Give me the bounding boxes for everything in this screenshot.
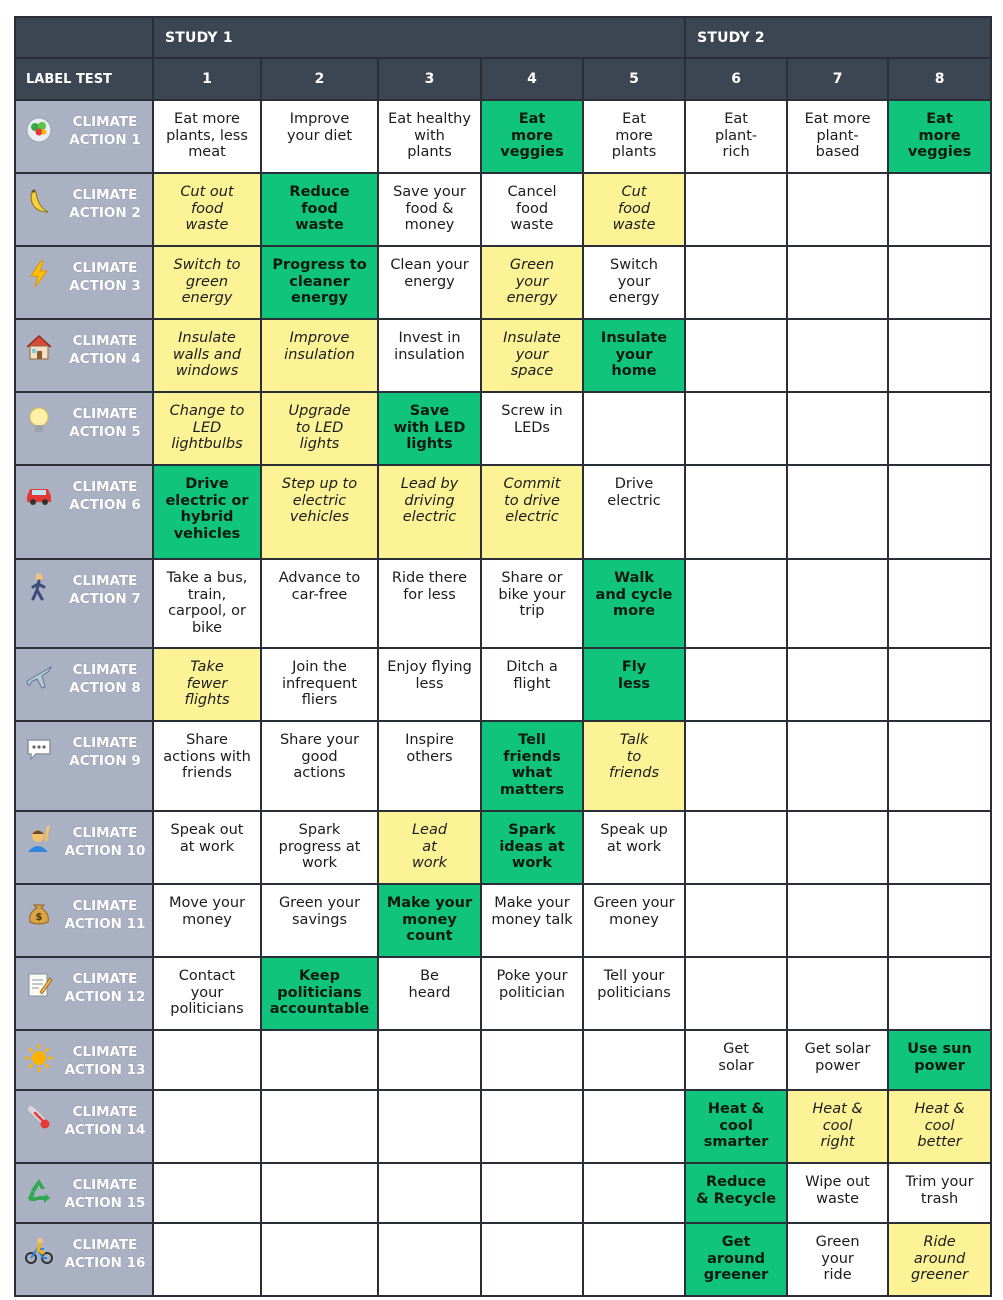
climate-action-label-text: CLIMATE ACTION 16 bbox=[64, 1237, 146, 1271]
label-cell: Eat more veggies bbox=[481, 100, 583, 173]
label-cell: Make your money talk bbox=[481, 884, 583, 957]
climate-action-label-text: CLIMATE ACTION 9 bbox=[69, 735, 141, 769]
empty-cell bbox=[888, 721, 991, 811]
empty-cell bbox=[888, 319, 991, 392]
empty-cell bbox=[583, 1030, 685, 1090]
empty-cell bbox=[787, 392, 888, 465]
climate-action-label bbox=[15, 721, 153, 811]
label-cell: Cancel food waste bbox=[481, 173, 583, 246]
label-cell: Enjoy flying less bbox=[378, 648, 481, 721]
empty-cell bbox=[153, 1030, 261, 1090]
label-cell: Ditch a flight bbox=[481, 648, 583, 721]
empty-cell bbox=[888, 884, 991, 957]
label-cell: Spark ideas at work bbox=[481, 811, 583, 884]
label-cell: Share actions with friends bbox=[153, 721, 261, 811]
label-cell: Progress to cleaner energy bbox=[261, 246, 378, 319]
label-cell: Lead at work bbox=[378, 811, 481, 884]
label-cell: Tell friends what matters bbox=[481, 721, 583, 811]
empty-cell bbox=[888, 957, 991, 1030]
climate-action-label-text: CLIMATE ACTION 12 bbox=[64, 971, 146, 1005]
sun-icon bbox=[23, 1042, 55, 1074]
empty-cell bbox=[787, 465, 888, 559]
column-number: 4 bbox=[481, 58, 583, 100]
label-cell: Green your energy bbox=[481, 246, 583, 319]
label-cell: Green your money bbox=[583, 884, 685, 957]
table-row bbox=[15, 811, 991, 884]
label-cell: Speak up at work bbox=[583, 811, 685, 884]
table-row bbox=[15, 1090, 991, 1163]
climate-action-label-text: CLIMATE ACTION 1 bbox=[69, 114, 141, 148]
empty-cell bbox=[888, 811, 991, 884]
person-raising-hand-icon bbox=[23, 823, 55, 855]
label-cell: Insulate your space bbox=[481, 319, 583, 392]
label-cell: Eat more plant- based bbox=[787, 100, 888, 173]
climate-action-label-text: CLIMATE ACTION 5 bbox=[69, 406, 141, 440]
table-row bbox=[15, 246, 991, 319]
cyclist-icon bbox=[23, 1235, 55, 1267]
label-cell: Get around greener bbox=[685, 1223, 787, 1296]
label-test-header: LABEL TEST bbox=[15, 58, 153, 100]
climate-action-label bbox=[15, 1030, 153, 1090]
label-cell: Save with LED lights bbox=[378, 392, 481, 465]
climate-action-label-text: CLIMATE ACTION 14 bbox=[64, 1104, 146, 1138]
label-cell: Switch your energy bbox=[583, 246, 685, 319]
study-1-header: STUDY 1 bbox=[153, 17, 685, 58]
label-cell: Eat plant- rich bbox=[685, 100, 787, 173]
empty-cell bbox=[888, 559, 991, 648]
table-row bbox=[15, 884, 991, 957]
empty-cell bbox=[583, 1090, 685, 1163]
label-cell: Poke your politician bbox=[481, 957, 583, 1030]
climate-action-label bbox=[15, 811, 153, 884]
label-cell: Heat & cool better bbox=[888, 1090, 991, 1163]
label-cell: Make your money count bbox=[378, 884, 481, 957]
label-cell: Eat healthy with plants bbox=[378, 100, 481, 173]
climate-action-label bbox=[15, 246, 153, 319]
label-cell: Inspire others bbox=[378, 721, 481, 811]
label-cell: Share your good actions bbox=[261, 721, 378, 811]
label-cell: Heat & cool right bbox=[787, 1090, 888, 1163]
header-corner bbox=[15, 17, 153, 58]
label-cell: Join the infrequent fliers bbox=[261, 648, 378, 721]
label-cell: Reduce food waste bbox=[261, 173, 378, 246]
empty-cell bbox=[888, 648, 991, 721]
empty-cell bbox=[481, 1163, 583, 1223]
label-cell: Reduce & Recycle bbox=[685, 1163, 787, 1223]
empty-cell bbox=[685, 319, 787, 392]
empty-cell bbox=[153, 1090, 261, 1163]
label-cell: Tell your politicians bbox=[583, 957, 685, 1030]
empty-cell bbox=[685, 173, 787, 246]
label-cell: Take a bus, train, carpool, or bike bbox=[153, 559, 261, 648]
empty-cell bbox=[378, 1030, 481, 1090]
label-cell: Eat more veggies bbox=[888, 100, 991, 173]
empty-cell bbox=[583, 1163, 685, 1223]
label-cell: Be heard bbox=[378, 957, 481, 1030]
label-cell: Drive electric or hybrid vehicles bbox=[153, 465, 261, 559]
empty-cell bbox=[153, 1163, 261, 1223]
climate-action-label-text: CLIMATE ACTION 13 bbox=[64, 1044, 146, 1078]
empty-cell bbox=[685, 957, 787, 1030]
banana-icon bbox=[23, 185, 55, 217]
label-cell: Speak out at work bbox=[153, 811, 261, 884]
label-cell: Ride around greener bbox=[888, 1223, 991, 1296]
label-cell: Move your money bbox=[153, 884, 261, 957]
table-row bbox=[15, 721, 991, 811]
climate-action-label-text: CLIMATE ACTION 15 bbox=[64, 1177, 146, 1211]
money-bag-icon bbox=[23, 896, 55, 928]
label-cell: Contact your politicians bbox=[153, 957, 261, 1030]
label-cell: Lead by driving electric bbox=[378, 465, 481, 559]
climate-action-label-text: CLIMATE ACTION 4 bbox=[69, 333, 141, 367]
empty-cell bbox=[787, 721, 888, 811]
climate-action-label bbox=[15, 100, 153, 173]
table-row bbox=[15, 465, 991, 559]
column-number: 1 bbox=[153, 58, 261, 100]
empty-cell bbox=[685, 465, 787, 559]
empty-cell bbox=[583, 392, 685, 465]
label-cell: Spark progress at work bbox=[261, 811, 378, 884]
column-number: 7 bbox=[787, 58, 888, 100]
table-row bbox=[15, 1163, 991, 1223]
empty-cell bbox=[153, 1223, 261, 1296]
table-row bbox=[15, 648, 991, 721]
table-row bbox=[15, 559, 991, 648]
empty-cell bbox=[481, 1223, 583, 1296]
empty-cell bbox=[378, 1223, 481, 1296]
label-cell: Step up to electric vehicles bbox=[261, 465, 378, 559]
empty-cell bbox=[261, 1223, 378, 1296]
label-cell: Ride there for less bbox=[378, 559, 481, 648]
empty-cell bbox=[685, 721, 787, 811]
climate-action-label-text: CLIMATE ACTION 7 bbox=[69, 573, 141, 607]
label-cell: Switch to green energy bbox=[153, 246, 261, 319]
empty-cell bbox=[481, 1030, 583, 1090]
study-2-header: STUDY 2 bbox=[685, 17, 991, 58]
table-row bbox=[15, 319, 991, 392]
climate-action-label bbox=[15, 465, 153, 559]
label-cell: Get solar power bbox=[787, 1030, 888, 1090]
empty-cell bbox=[685, 648, 787, 721]
empty-cell bbox=[787, 559, 888, 648]
label-cell: Commit to drive electric bbox=[481, 465, 583, 559]
label-cell: Heat & cool smarter bbox=[685, 1090, 787, 1163]
empty-cell bbox=[685, 811, 787, 884]
column-number: 2 bbox=[261, 58, 378, 100]
label-cell: Trim your trash bbox=[888, 1163, 991, 1223]
empty-cell bbox=[583, 1223, 685, 1296]
lightning-icon bbox=[23, 258, 55, 290]
table-row bbox=[15, 957, 991, 1030]
empty-cell bbox=[787, 811, 888, 884]
label-cell: Insulate walls and windows bbox=[153, 319, 261, 392]
label-cell: Fly less bbox=[583, 648, 685, 721]
memo-icon bbox=[23, 969, 55, 1001]
empty-cell bbox=[787, 246, 888, 319]
label-cell: Screw in LEDs bbox=[481, 392, 583, 465]
empty-cell bbox=[787, 957, 888, 1030]
empty-cell bbox=[888, 246, 991, 319]
empty-cell bbox=[685, 392, 787, 465]
climate-action-label bbox=[15, 173, 153, 246]
column-number: 8 bbox=[888, 58, 991, 100]
label-cell: Change to LED lightbulbs bbox=[153, 392, 261, 465]
empty-cell bbox=[261, 1090, 378, 1163]
empty-cell bbox=[685, 884, 787, 957]
label-cell: Eat more plants, less meat bbox=[153, 100, 261, 173]
column-number-row bbox=[15, 58, 991, 100]
empty-cell bbox=[685, 246, 787, 319]
climate-action-label-text: CLIMATE ACTION 10 bbox=[64, 825, 146, 859]
label-cell: Upgrade to LED lights bbox=[261, 392, 378, 465]
climate-action-label bbox=[15, 319, 153, 392]
speech-bubble-icon bbox=[23, 733, 55, 765]
label-cell: Keep politicians accountable bbox=[261, 957, 378, 1030]
climate-action-label bbox=[15, 1090, 153, 1163]
car-icon bbox=[23, 477, 55, 509]
label-cell: Improve insulation bbox=[261, 319, 378, 392]
label-cell: Insulate your home bbox=[583, 319, 685, 392]
label-cell: Cut out food waste bbox=[153, 173, 261, 246]
climate-action-label-text: CLIMATE ACTION 11 bbox=[64, 898, 146, 932]
empty-cell bbox=[787, 319, 888, 392]
label-cell: Cut food waste bbox=[583, 173, 685, 246]
label-cell: Share or bike your trip bbox=[481, 559, 583, 648]
salad-icon bbox=[23, 112, 55, 144]
climate-action-label bbox=[15, 884, 153, 957]
column-number: 5 bbox=[583, 58, 685, 100]
label-cell: Green your savings bbox=[261, 884, 378, 957]
column-number: 6 bbox=[685, 58, 787, 100]
label-cell: Save your food & money bbox=[378, 173, 481, 246]
climate-action-label bbox=[15, 559, 153, 648]
empty-cell bbox=[888, 465, 991, 559]
empty-cell bbox=[378, 1090, 481, 1163]
label-cell: Talk to friends bbox=[583, 721, 685, 811]
walking-person-icon bbox=[23, 571, 55, 603]
empty-cell bbox=[787, 884, 888, 957]
thermometer-icon bbox=[23, 1102, 55, 1134]
empty-cell bbox=[378, 1163, 481, 1223]
empty-cell bbox=[888, 392, 991, 465]
climate-label-table bbox=[14, 16, 992, 1297]
label-cell: Invest in insulation bbox=[378, 319, 481, 392]
empty-cell bbox=[888, 173, 991, 246]
label-cell: Eat more plants bbox=[583, 100, 685, 173]
column-number: 3 bbox=[378, 58, 481, 100]
climate-action-label bbox=[15, 1223, 153, 1296]
table-row bbox=[15, 1223, 991, 1296]
climate-action-label-text: CLIMATE ACTION 3 bbox=[69, 260, 141, 294]
label-cell: Wipe out waste bbox=[787, 1163, 888, 1223]
climate-action-label-text: CLIMATE ACTION 2 bbox=[69, 187, 141, 221]
table-row bbox=[15, 173, 991, 246]
table-row bbox=[15, 1030, 991, 1090]
recycle-icon bbox=[23, 1175, 55, 1207]
label-cell: Advance to car-free bbox=[261, 559, 378, 648]
label-cell: Get solar bbox=[685, 1030, 787, 1090]
airplane-icon bbox=[23, 660, 55, 692]
table-row bbox=[15, 392, 991, 465]
label-cell: Take fewer flights bbox=[153, 648, 261, 721]
table-row bbox=[15, 100, 991, 173]
empty-cell bbox=[787, 173, 888, 246]
empty-cell bbox=[261, 1030, 378, 1090]
climate-action-label-text: CLIMATE ACTION 6 bbox=[69, 479, 141, 513]
empty-cell bbox=[685, 559, 787, 648]
climate-action-label bbox=[15, 392, 153, 465]
label-cell: Walk and cycle more bbox=[583, 559, 685, 648]
empty-cell bbox=[481, 1090, 583, 1163]
empty-cell bbox=[787, 648, 888, 721]
climate-action-label bbox=[15, 957, 153, 1030]
label-cell: Use sun power bbox=[888, 1030, 991, 1090]
empty-cell bbox=[261, 1163, 378, 1223]
label-cell: Drive electric bbox=[583, 465, 685, 559]
label-cell: Improve your diet bbox=[261, 100, 378, 173]
label-cell: Green your ride bbox=[787, 1223, 888, 1296]
label-cell: Clean your energy bbox=[378, 246, 481, 319]
svg-text:$: $ bbox=[35, 912, 43, 923]
climate-action-label bbox=[15, 1163, 153, 1223]
house-icon bbox=[23, 331, 55, 363]
climate-action-label-text: CLIMATE ACTION 8 bbox=[69, 662, 141, 696]
climate-action-label bbox=[15, 648, 153, 721]
study-header-row bbox=[15, 17, 991, 58]
lightbulb-icon bbox=[23, 404, 55, 436]
